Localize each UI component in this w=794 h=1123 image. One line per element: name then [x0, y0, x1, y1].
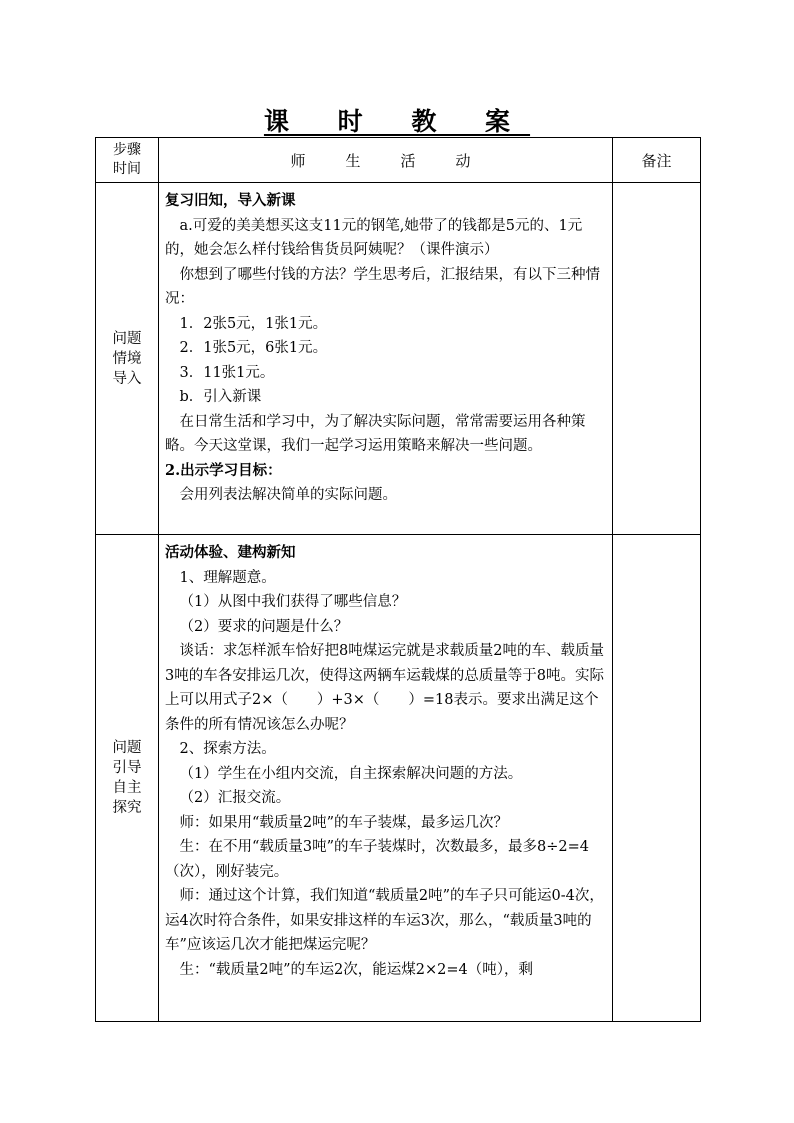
section-heading: 复习旧知，导入新课 — [165, 192, 296, 209]
table-row — [96, 183, 701, 535]
table-row — [96, 535, 701, 1022]
notes-cell — [613, 183, 701, 535]
section-heading: 活动体验、建构新知 — [165, 544, 296, 561]
paragraph: （1）从图中我们获得了哪些信息？ — [179, 594, 407, 610]
step-label: 问题 引导 自主 探究 — [96, 535, 159, 1022]
paragraph: 2、探索方法。 — [179, 741, 276, 757]
activity-content — [159, 535, 613, 1022]
header-notes: 备注 — [613, 138, 701, 183]
paragraph: 谈话：求怎样派车恰好把8吨煤运完就是求载质量2吨的车、载质量3吨的车各安排运几次，使得这两辆车运载煤的总质量等于8吨。实际上可以用式子2×（ ）+3×（ ）=18表示。要求出满足这个条件的所有情况该怎么办呢？ — [165, 643, 604, 733]
paragraph: 师：通过这个计算，我们知道“载质量2吨”的车子只可能运0-4次，运4次时符合条件，如果安排这样的车运3次，那么，“载质量3吨的车”应该运几次才能把煤运完呢？ — [165, 888, 604, 953]
paragraph: （1）学生在小组内交流，自主探索解决问题的方法。 — [179, 765, 523, 782]
table-header-row — [96, 138, 701, 183]
header-activity: 师生活动 — [159, 138, 613, 183]
paragraph: 你想到了哪些付钱的方法？学生思考后，汇报结果，有以下三种情况： — [165, 266, 600, 307]
header-step-time: 步骤 时间 — [96, 138, 159, 183]
list-item: 3．11张1元。 — [179, 364, 275, 381]
paragraph: 会用列表法解决简单的实际问题。 — [179, 487, 397, 503]
paragraph: （2）要求的问题是什么？ — [179, 618, 349, 635]
notes-cell — [613, 535, 701, 1022]
page-title: 课 时 教 案 — [263, 107, 531, 136]
section-heading: 2.出示学习目标： — [165, 461, 282, 479]
list-item: 1．2张5元，1张1元。 — [179, 315, 328, 332]
paragraph: a.可爱的美美想买这支11元的钢笔,她带了的钱都是5元的、1元的，她会怎么样付钱给售货员阿姨呢？（课件演示） — [165, 217, 583, 258]
paragraph: 生：在不用“载质量3吨”的车子装煤时，次数最多，最多8÷2=4（次），刚好装完。 — [165, 839, 590, 880]
activity-content — [159, 183, 613, 535]
paragraph: b．引入新课 — [179, 389, 262, 405]
paragraph: 1、理解题意。 — [179, 569, 276, 586]
lesson-plan-table — [95, 137, 701, 1022]
step-label: 问题 情境 导入 — [96, 183, 159, 535]
paragraph: 师：如果用“载质量2吨”的车子装煤，最多运几次？ — [179, 814, 509, 831]
paragraph: （2）汇报交流。 — [179, 790, 291, 806]
paragraph: 生：“载质量2吨”的车运2次，能运煤2×2=4（吨），剩 — [179, 961, 533, 978]
list-item: 2．1张5元，6张1元。 — [179, 340, 328, 356]
paragraph: 在日常生活和学习中，为了解决实际问题，常常需要运用各种策略。今天这堂课，我们一起学习运用策略来解决一些问题。 — [165, 413, 586, 454]
